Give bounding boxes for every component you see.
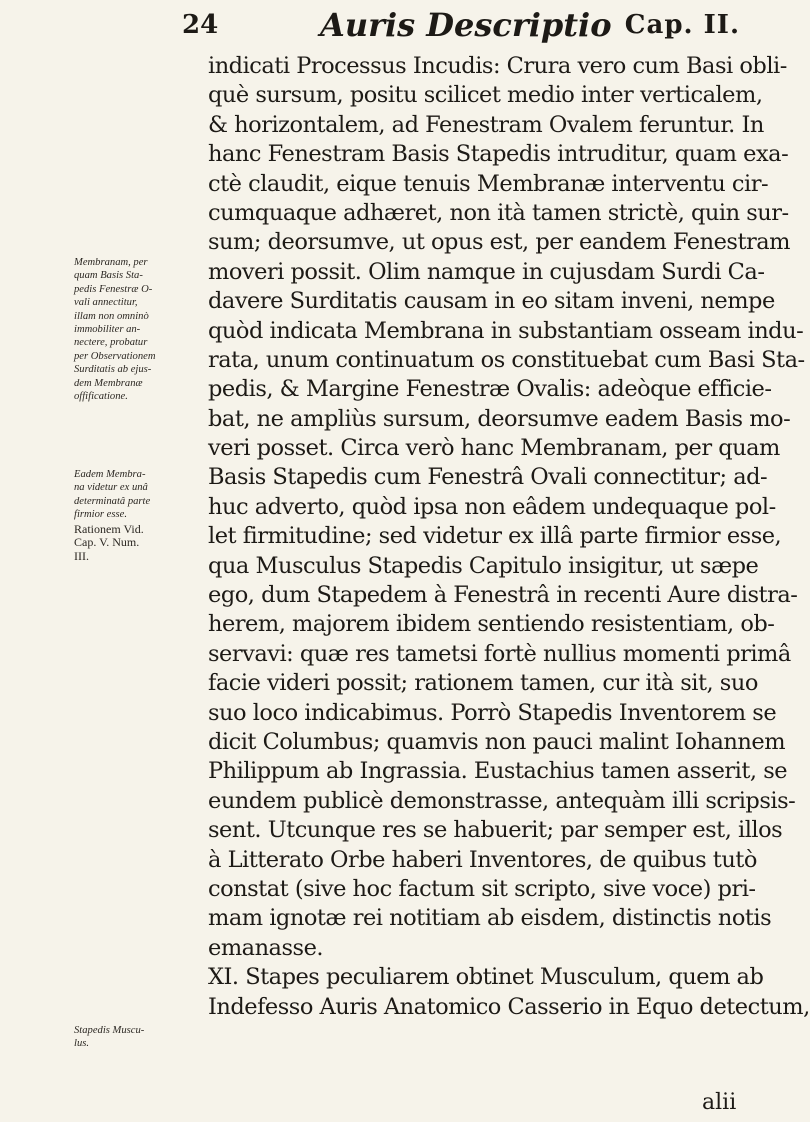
text-line: ego, dum Stapedem à Fenestrâ in recenti Aure distra- — [208, 582, 798, 609]
running-title: Auris Descriptio — [320, 6, 612, 44]
margin-note-line: determinatâ parte — [74, 495, 151, 507]
margin-note-line: Rationem Vid. — [74, 522, 144, 536]
margin-note-line: illam non omninò — [74, 310, 149, 322]
text-line: cumquaque adhæret, non ità tamen strictè, quin sur- — [208, 199, 789, 226]
text-line: pedis, & Margine Fenestræ Ovalis: adeòque efficie- — [208, 376, 772, 403]
margin-note-musculus — [74, 1024, 204, 1051]
margin-note-line: per Observationem — [74, 350, 156, 362]
text-line: sent. Utcunque res se habuerit; par semper est, illos — [208, 817, 783, 844]
text-line: herem, majorem ibidem sentiendo resistentiam, ob- — [208, 611, 775, 638]
text-line: hanc Fenestram Basis Stapedis intruditur, quam exa- — [208, 141, 789, 168]
text-line: què sursum, positu scilicet medio inter verticalem, — [208, 82, 763, 109]
text-line: moveri possit. Olim namque in cujusdam Surdi Ca- — [208, 258, 765, 285]
text-line: eundem publicè demonstrasse, antequàm illi scripsis- — [208, 787, 796, 814]
running-header — [182, 2, 740, 44]
page-number: 24 — [182, 10, 219, 40]
text-line: emanasse. — [208, 934, 324, 961]
margin-note-line: Cap. V. Num. — [74, 535, 140, 550]
text-line: dicit Columbus; quamvis non pauci malint Iohannem — [208, 728, 786, 755]
text-line: Philippum ab Ingrassia. Eustachius tamen asserit, se — [208, 758, 788, 785]
catchword: alii — [702, 1090, 737, 1115]
text-line: facie videri possit; rationem tamen, cur ità sit, suo — [208, 670, 758, 697]
text-line: Basis Stapedis cum Fenestrâ Ovali connectitur; ad- — [208, 464, 768, 491]
text-line: sum; deorsumve, ut opus est, per eandem Fenestram — [208, 229, 791, 256]
margin-note-line: nectere, probatur — [74, 337, 148, 349]
text-line: suo loco indicabimus. Porrò Stapedis Inventorem se — [208, 699, 777, 726]
text-line: let firmitudine; sed videtur ex illâ parte firmior esse, — [208, 523, 782, 550]
margin-note-line: pedis Fenestræ O- — [74, 283, 153, 295]
text-line: mam ignotæ rei notitiam ab eisdem, distinctis notis — [208, 905, 772, 932]
margin-note-line: immobiliter an- — [74, 324, 141, 336]
section-xi-line: XI. Stapes peculiarem obtinet Musculum, quem ab — [208, 964, 764, 991]
margin-note-line: lus. — [74, 1038, 90, 1050]
text-line: rata, unum continuatum os constituebat cum Basi Sta- — [208, 346, 805, 373]
margin-note-line: firmior esse. — [74, 509, 127, 521]
margin-note-line: Membranam, per — [74, 257, 148, 268]
margin-note-rationem — [74, 523, 204, 563]
text-line: à Litterato Orbe haberi Inventores, de quibus tutò — [208, 846, 757, 873]
margin-note-line: III. — [74, 548, 89, 563]
margin-note-line: offificatione. — [74, 391, 128, 403]
margin-note-line: dem Membranæ — [74, 377, 143, 389]
text-line: veri posset. Circa verò hanc Membranam, per quam — [208, 435, 780, 462]
text-line: ctè claudit, eique tenuis Membranæ interventu cir- — [208, 170, 769, 197]
margin-note-line: quam Basis Sta- — [74, 270, 143, 282]
text-line: & horizontalem, ad Fenestram Ovalem feruntur. In — [208, 111, 764, 138]
margin-note-firmior — [74, 468, 204, 522]
text-line: huc adverto, quòd ipsa non eâdem undequaque pol- — [208, 493, 776, 520]
margin-note-line: Stapedis Muscu- — [74, 1025, 145, 1036]
margin-note-membrane — [74, 256, 204, 403]
text-line: Indefesso Auris Anatomico Casserio in Equo detectum, — [208, 993, 810, 1020]
text-line: servavi: quæ res tametsi fortè nullius momenti primâ — [208, 640, 791, 667]
text-line: quòd indicata Membrana in substantiam osseam indu- — [208, 317, 804, 344]
text-line: qua Musculus Stapedis Capitulo insigitur, ut sæpe — [208, 552, 759, 579]
margin-note-line: Eadem Membra- — [74, 469, 146, 480]
margin-note-line: vali annectitur, — [74, 297, 138, 309]
text-line: indicati Processus Incudis: Crura vero cum Basi obli- — [208, 53, 787, 79]
main-text-block — [208, 52, 810, 1022]
chapter-label: Cap. II. — [624, 10, 740, 40]
text-line: davere Surditatis causam in eo sitam inveni, nempe — [208, 288, 775, 315]
text-line: constat (sive hoc factum sit scripto, sive voce) pri- — [208, 875, 756, 902]
margin-note-line: na videtur ex unâ — [74, 482, 148, 494]
margin-note-line: Surditatis ab ejus- — [74, 364, 152, 376]
text-line: bat, ne ampliùs sursum, deorsumve eadem Basis mo- — [208, 405, 791, 432]
